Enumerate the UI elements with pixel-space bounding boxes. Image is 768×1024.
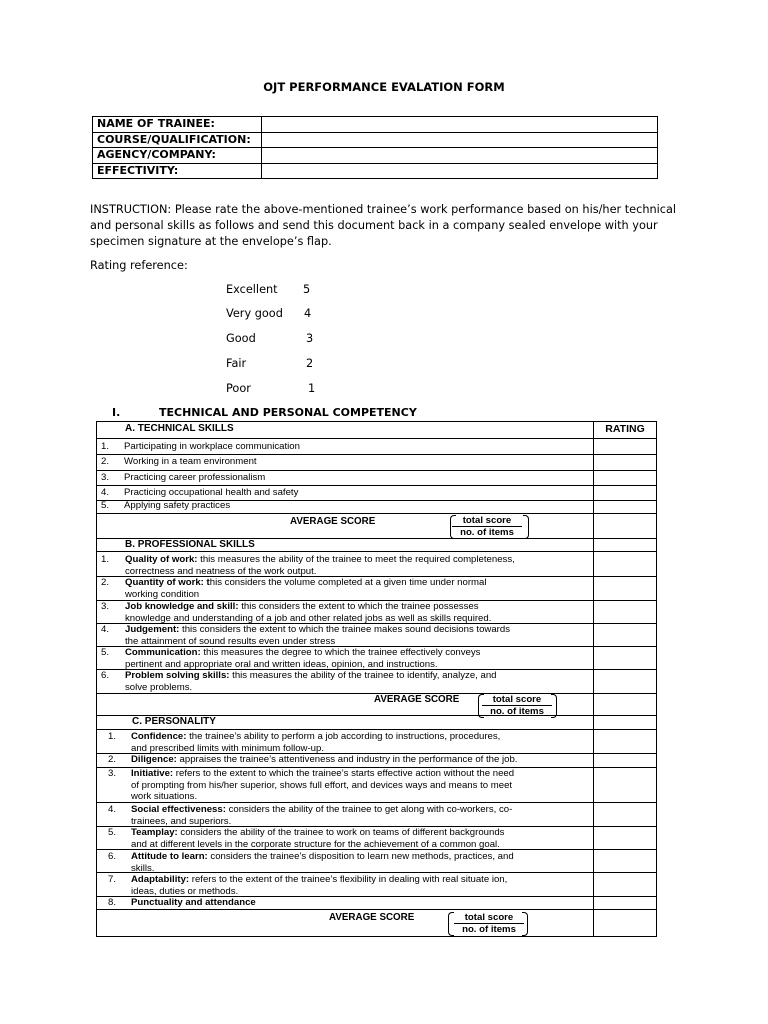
item-term: Attitude to learn: [131,851,208,862]
technical-item: Working in a team environment [124,456,257,467]
row-divider [96,454,657,455]
agency-company-label: AGENCY/COMPANY: [93,148,262,164]
average-score-label: AVERAGE SCORE [290,516,376,527]
personality-item [131,731,500,754]
effectivity-label: EFFECTIVITY: [93,163,262,179]
item-number: 4. [101,487,110,498]
formula-numerator: total score [482,694,552,706]
item-number: 6. [108,851,117,862]
rating-ref-value: 2 [306,357,314,370]
item-term: Quality of work: [125,554,198,565]
item-desc: this considers the extent to which the trainee makes sound decisions towards [179,624,511,635]
item-term: Communication: [125,647,201,658]
item-number: 5. [101,647,110,658]
name-of-trainee-field[interactable] [262,117,658,133]
trainee-info-table [92,116,658,179]
item-number: 3. [101,601,110,612]
item-term: Confidence: [131,731,187,742]
item-number: 1. [101,554,110,565]
rating-ref-value: 1 [308,382,316,395]
item-desc: pertinent and appropriate oral and written ideas, opinion, and instructions. [125,658,438,670]
item-desc: refers to the extent of the trainee’s flexibility in dealing with real situate ion, [189,874,508,885]
item-number: 2. [108,754,117,765]
item-number: 6. [101,670,110,681]
item-desc: skills. [131,862,155,874]
item-term: Diligence: [131,754,177,765]
rating-ref-excellent [226,283,346,299]
professional-item [125,554,515,577]
item-desc: and prescribed limits with minimum follow-up. [131,742,325,754]
item-term: Judgement: [125,624,180,635]
rating-ref-label: Poor [226,382,251,395]
info-row-agency [93,148,658,164]
info-row-effectivity [93,163,658,179]
item-desc: his considers the volume completed at a given time under normal [209,577,487,588]
row-divider [96,513,657,514]
item-desc: considers the ability of the trainee to work on teams of different backgrounds [177,827,505,838]
formula-denominator: no. of items [462,924,516,935]
rating-ref-value: 3 [306,332,314,345]
effectivity-field[interactable] [262,163,658,179]
average-score-formula [482,694,552,717]
personality-item [131,827,504,850]
item-desc: this measures the degree to which the trainee effectively conveys [200,647,481,658]
rating-ref-label: Excellent [226,283,278,296]
row-divider [96,729,657,730]
personality-item [131,768,514,803]
formula-numerator: total score [454,912,524,924]
technical-item: Practicing career professionalism [124,472,266,483]
item-desc: the trainee’s ability to perform a job according to instructions, procedures, [186,731,501,742]
rating-ref-very-good [226,307,346,323]
professional-item [125,624,510,647]
bracket-right [522,912,528,936]
professional-item [125,577,487,600]
item-number: 1. [108,731,117,742]
item-desc: trainees, and superiors. [131,815,232,827]
rating-reference-label: Rating reference: [90,259,188,272]
item-number: 2. [101,456,110,467]
rating-ref-value: 4 [304,307,312,320]
personality-item [131,754,517,766]
row-divider [96,470,657,471]
item-term: Quantity of work: t [125,577,210,588]
average-score-formula [454,912,524,935]
course-qualification-field[interactable] [262,132,658,148]
personality-item [131,897,256,909]
item-term: Problem solving skills: [125,670,230,681]
formula-denominator: no. of items [490,706,544,717]
item-number: 8. [108,897,117,908]
item-term: Job knowledge and skill: [125,601,239,612]
item-term: Punctuality and attendance [131,897,256,908]
technical-item: Practicing occupational health and safety [124,487,299,498]
item-desc: working condition [125,588,200,600]
personality-header: C. PERSONALITY [132,716,216,727]
item-desc: considers the trainee’s disposition to learn new methods, practices, and [207,851,514,862]
average-score-label: AVERAGE SCORE [329,912,415,923]
average-score-label: AVERAGE SCORE [374,694,460,705]
professional-item [125,647,480,670]
personality-item [131,804,512,827]
item-desc: considers the ability of the trainee to get along with co-workers, co- [225,804,513,815]
formula-numerator: total score [452,515,522,527]
info-row-name [93,117,658,133]
item-desc: of prompting from his/her superior, shows full effort, and devices ways and means to meet [131,779,513,791]
row-divider [96,551,657,552]
professional-item [125,601,491,624]
item-desc: work situations. [131,791,198,802]
item-desc: ideas, duties or methods. [131,885,239,897]
rating-column-divider [593,421,594,937]
form-title: OJT PERFORMANCE EVALATION FORM [263,80,505,94]
item-number: 5. [101,500,110,511]
rating-ref-label: Good [226,332,256,345]
section-number: I. [112,406,121,419]
item-term: Social effectiveness: [131,804,226,815]
item-term: Initiative: [131,768,174,779]
instruction-paragraph: INSTRUCTION: Please rate the above-mentioned trainee’s work performance based on his/her technical and personal skills as follows and send this document back in a company sealed envelope with your specimen signature at the envelope’s flap. [90,203,677,248]
name-of-trainee-label: NAME OF TRAINEE: [93,117,262,133]
item-desc: correctness and neatness of the work output. [125,565,317,577]
item-number: 3. [108,768,117,779]
rating-ref-value: 5 [303,283,311,296]
agency-company-field[interactable] [262,148,658,164]
item-desc: appraises the trainee’s attentiveness and industry in the performance of the job. [176,754,518,765]
rating-ref-poor [226,382,346,398]
item-number: 4. [101,624,110,635]
rating-ref-label: Very good [226,307,283,320]
technical-item: Applying safety practices [124,500,231,511]
row-divider [96,909,657,910]
item-number: 4. [108,804,117,815]
item-desc: the attainment of sound results even under stress [125,635,336,647]
item-desc: this measures the ability of the trainee to meet the required completeness, [197,554,515,565]
item-desc: and at different levels in the corporate structure for the achievement of a common goal. [131,838,500,850]
rating-ref-label: Fair [226,357,247,370]
bracket-right [551,694,557,718]
formula-denominator: no. of items [460,527,514,538]
personality-item [131,851,514,874]
average-score-formula [452,515,522,538]
item-term: Teamplay: [131,827,178,838]
professional-item [125,670,497,693]
item-number: 5. [108,827,117,838]
bracket-right [523,515,529,539]
personality-item [131,874,507,897]
professional-skills-header: B. PROFESSIONAL SKILLS [125,539,255,550]
info-row-course [93,132,658,148]
item-number: 7. [108,874,117,885]
technical-item: Participating in workplace communication [124,441,300,452]
row-divider [96,438,657,439]
item-desc: refers to the extent to which the trainee’s starts effective action without the need [173,768,515,779]
item-desc: knowledge and understanding of a job and other related jobs as well as skills required. [125,612,492,624]
item-desc: this considers the extent to which the trainee possesses [238,601,479,612]
section-title: TECHNICAL AND PERSONAL COMPETENCY [159,406,417,419]
rating-ref-fair [226,357,346,373]
item-number: 1. [101,441,110,452]
course-qualification-label: COURSE/QUALIFICATION: [93,132,262,148]
rating-ref-good [226,332,346,348]
item-desc: solve problems. [125,681,193,693]
item-number: 2. [101,577,110,588]
item-desc: this measures the ability of the trainee to identify, analyze, and [229,670,497,681]
technical-skills-header: A. TECHNICAL SKILLS [125,423,234,434]
row-divider [96,485,657,486]
item-term: Adaptability: [131,874,190,885]
item-number: 3. [101,472,110,483]
rating-column-header: RATING [605,423,645,435]
